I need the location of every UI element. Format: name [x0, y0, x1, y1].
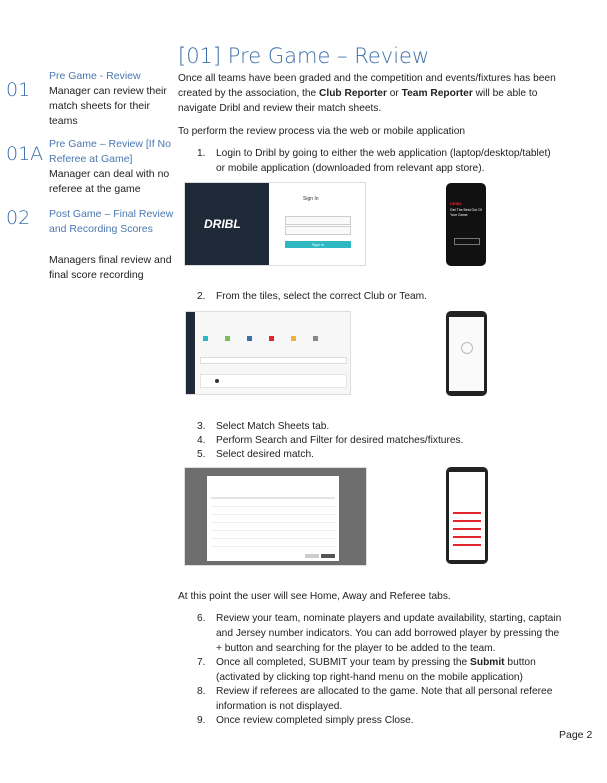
- phone-screen: [449, 472, 485, 560]
- submit-button[interactable]: [321, 554, 335, 558]
- signin-button[interactable]: Sign in: [285, 241, 351, 248]
- phone-login-button[interactable]: [454, 238, 480, 245]
- step-number: 9.: [197, 715, 206, 726]
- step-text: Login to Dribl by going to either the web application (laptop/desktop/tablet) or mobile application (downloaded from relevant app store).: [216, 148, 551, 174]
- step-number: 5.: [197, 449, 206, 460]
- section-description: Manager can deal with no referee at the game: [49, 168, 170, 195]
- step-item: [197, 655, 562, 685]
- step-number: 3.: [197, 421, 206, 432]
- section-number: 01A: [6, 143, 44, 165]
- player-row[interactable]: [453, 544, 481, 546]
- step-item: [197, 289, 562, 304]
- tile-icon[interactable]: [291, 336, 296, 341]
- step-text: [216, 655, 562, 685]
- section-number: 02: [6, 207, 31, 229]
- tile-icon[interactable]: [247, 336, 252, 341]
- team-avatar: [215, 379, 219, 383]
- player-row[interactable]: [453, 520, 481, 522]
- player-row[interactable]: [211, 530, 335, 531]
- step-text: Select desired match.: [216, 449, 314, 460]
- intro-text: or: [386, 88, 402, 99]
- step-item: [197, 433, 562, 448]
- tile-icon[interactable]: [269, 336, 274, 341]
- player-row[interactable]: [453, 528, 481, 530]
- team-logo-icon[interactable]: [461, 342, 473, 354]
- page-number: Page 2: [559, 729, 593, 741]
- player-row[interactable]: [211, 522, 335, 523]
- team-reporter-term: Team Reporter: [401, 88, 473, 99]
- player-row[interactable]: [211, 514, 335, 515]
- page-title: [01] Pre Game – Review: [178, 44, 430, 68]
- match-sheets-phone-screenshot: [446, 467, 488, 564]
- phone-brand: DRIBL: [450, 201, 463, 206]
- player-row[interactable]: [211, 538, 335, 539]
- dribl-logo: DRIBL: [204, 217, 241, 231]
- step-item: [197, 611, 562, 656]
- tiles-web-screenshot: [185, 311, 351, 395]
- signin-panel: [269, 183, 365, 265]
- step-text: From the tiles, select the correct Club or Team.: [216, 291, 427, 302]
- player-row[interactable]: [211, 506, 335, 507]
- login-phone-screenshot: [446, 183, 486, 266]
- signin-heading: Sign In: [303, 196, 319, 202]
- section-description: Manager can review their match sheets for their teams: [49, 85, 167, 127]
- step-number: 7.: [197, 657, 206, 668]
- section-title[interactable]: Pre Game – Review [If No Referee at Game]: [49, 138, 171, 165]
- search-bar[interactable]: [200, 357, 347, 364]
- process-intro: To perform the review process via the web or mobile application: [178, 126, 466, 137]
- match-dialog: [207, 476, 339, 561]
- tiles-phone-screenshot: [446, 311, 487, 396]
- step-item: [197, 684, 562, 714]
- phone-headline: Get The Best Out Of Your Game: [450, 208, 482, 217]
- step-number: 4.: [197, 435, 206, 446]
- player-row[interactable]: [453, 536, 481, 538]
- section-title[interactable]: Pre Game - Review: [49, 70, 141, 82]
- step-text-part: Once all completed, SUBMIT your team by pressing the: [216, 657, 471, 668]
- phone-screen: [449, 317, 484, 391]
- step-number: 1.: [197, 148, 206, 159]
- team-row[interactable]: [200, 374, 347, 388]
- player-row[interactable]: [453, 512, 481, 514]
- intro-text: Once all teams have been graded and the competition and events/fixtures has been created by the association, the: [178, 73, 556, 99]
- step-text: Review if referees are allocated to the game. Note that all personal referee information is not displayed.: [216, 686, 553, 712]
- step-number: 6.: [197, 613, 206, 624]
- tile-icon[interactable]: [225, 336, 230, 341]
- step-item: [197, 713, 562, 728]
- submit-term: Submit: [470, 657, 505, 668]
- password-field[interactable]: [285, 226, 351, 235]
- intro-paragraph: [178, 71, 563, 116]
- close-button[interactable]: [305, 554, 319, 558]
- player-row[interactable]: [211, 546, 335, 547]
- step-text-part: button (activated by clicking top right-hand menu on the mobile application): [216, 657, 536, 683]
- step-text: Review your team, nominate players and update availability, starting, captain and Jersey number indicators. You can add borrowed player by pressing the + button and searching for the player to be added to the team.: [216, 613, 562, 654]
- tile-icon[interactable]: [313, 336, 318, 341]
- step-number: 8.: [197, 686, 206, 697]
- step-text: Once review completed simply press Close.: [216, 715, 414, 726]
- login-web-screenshot: [184, 182, 366, 266]
- tile-row: [203, 332, 343, 350]
- brand-panel: [185, 183, 269, 265]
- email-field[interactable]: [285, 216, 351, 225]
- intro-text: will be able to navigate Dribl and review their match sheets.: [178, 88, 538, 114]
- club-reporter-term: Club Reporter: [319, 88, 387, 99]
- step-number: 2.: [197, 291, 206, 302]
- step-item: [197, 419, 562, 434]
- step-item: [197, 447, 562, 462]
- tabs-note: At this point the user will see Home, Away and Referee tabs.: [178, 591, 451, 602]
- dialog-tabs[interactable]: [211, 497, 335, 499]
- section-description: Managers final review and final score recording: [49, 254, 172, 281]
- section-number: 01: [6, 79, 31, 101]
- tile-icon[interactable]: [203, 336, 208, 341]
- side-nav: [186, 312, 195, 394]
- step-text: Select Match Sheets tab.: [216, 421, 330, 432]
- match-sheets-web-screenshot: [184, 467, 367, 566]
- step-item: [197, 146, 562, 176]
- section-title[interactable]: Post Game – Final Review and Recording Scores: [49, 208, 174, 235]
- step-text: Perform Search and Filter for desired matches/fixtures.: [216, 435, 464, 446]
